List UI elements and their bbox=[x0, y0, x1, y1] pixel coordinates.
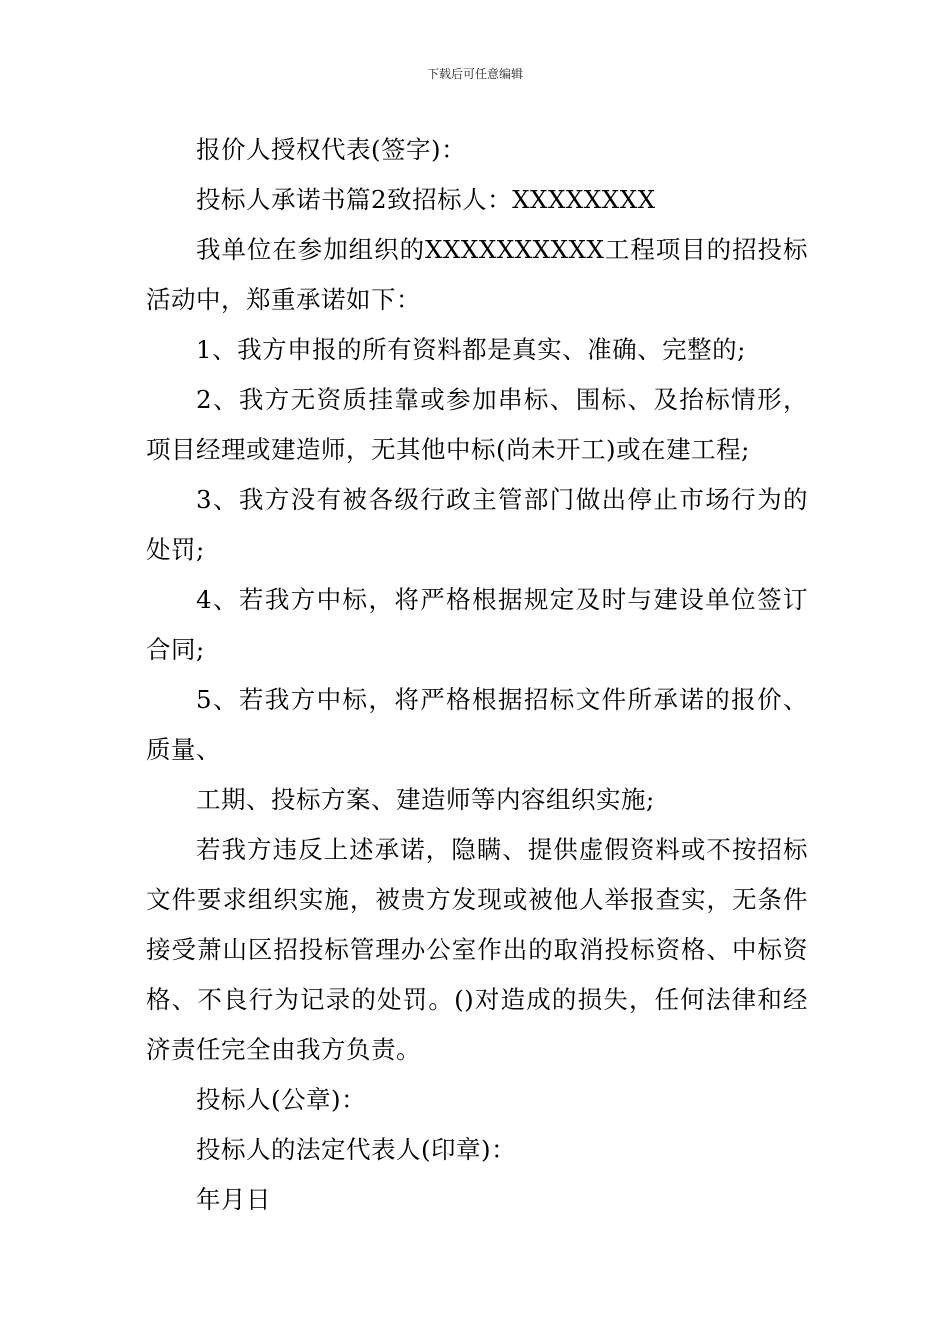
commitment-item-2: 2、我方无资质挂靠或参加串标、围标、及抬标情形，项目经理或建造师，无其他中标(尚未开工)或在建工程; bbox=[146, 385, 808, 464]
commitment-item-1: 1、我方申报的所有资料都是真实、准确、完整的; bbox=[196, 335, 746, 364]
document-body bbox=[146, 125, 808, 1225]
commitment-item-5-continued: 工期、投标方案、建造师等内容组织实施; bbox=[196, 785, 655, 814]
commitment-item-3: 3、我方没有被各级行政主管部门做出停止市场行为的处罚; bbox=[146, 485, 808, 564]
page-header-note: 下载后可任意编辑 bbox=[426, 67, 523, 81]
quote-representative-signature-line: 报价人授权代表(签字)： bbox=[196, 135, 467, 164]
legal-representative-seal-line: 投标人的法定代表人(印章)： bbox=[196, 1135, 517, 1164]
commitment-item-5: 5、若我方中标，将严格根据招标文件所承诺的报价、质量、 bbox=[146, 685, 808, 764]
violation-liability-paragraph: 若我方违反上述承诺，隐瞒、提供虚假资料或不按招标文件要求组织实施，被贵方发现或被他人举报查实，无条件接受萧山区招投标管理办公室作出的取消投标资格、中标资格、不良行为记录的处罚。()对造成的损失，任何法律和经济责任完全由我方负责。 bbox=[146, 835, 808, 1064]
commitment-title-line: 投标人承诺书篇2致招标人：XXXXXXXX bbox=[196, 185, 656, 214]
bidder-seal-line: 投标人(公章)： bbox=[196, 1085, 367, 1114]
date-line: 年月日 bbox=[196, 1185, 271, 1214]
commitment-item-4: 4、若我方中标，将严格根据规定及时与建设单位签订合同; bbox=[146, 585, 808, 664]
commitment-intro-paragraph: 我单位在参加组织的XXXXXXXXXX工程项目的招投标活动中，郑重承诺如下： bbox=[146, 235, 808, 314]
